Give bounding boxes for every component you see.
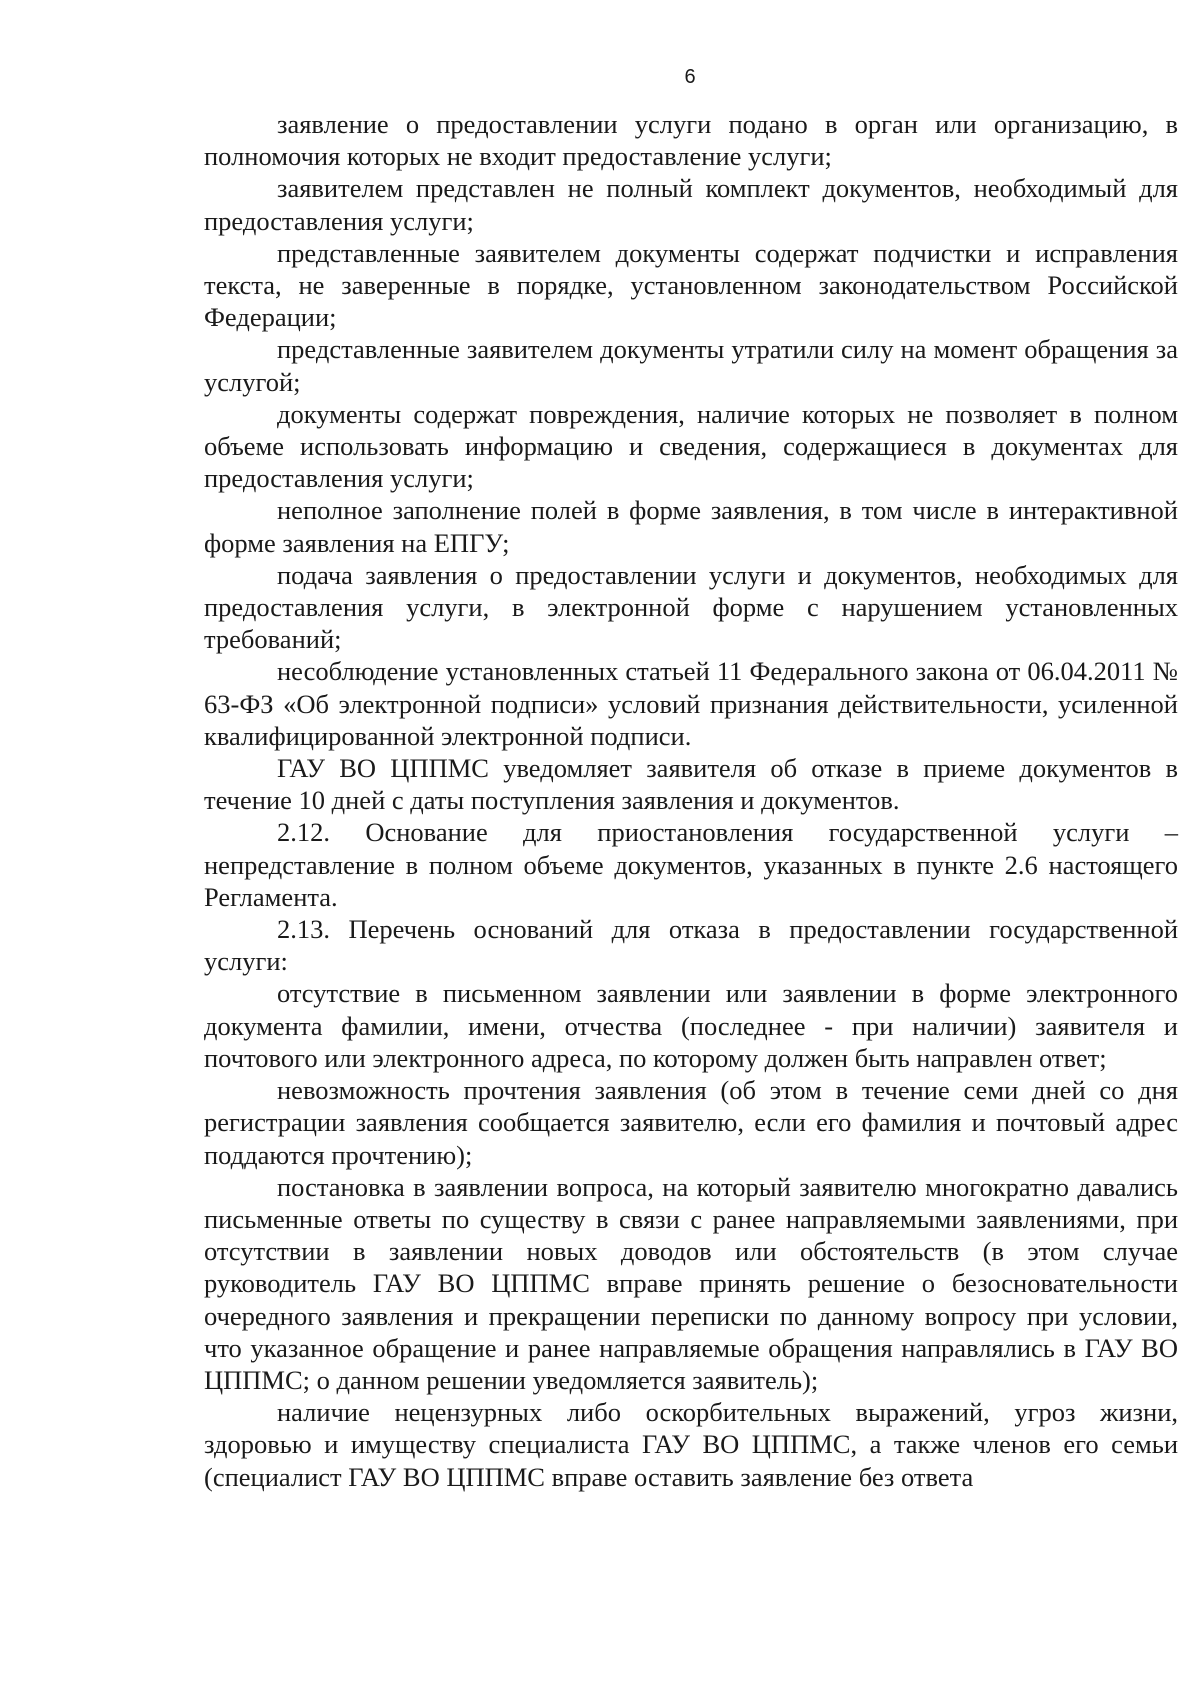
paragraph-section-2-12: 2.12. Основание для приостановления государственной услуги – непредставление в полном объеме документов, указанных в пункте 2.6 настоящего Регламента. <box>204 817 1178 912</box>
paragraph-electronic-submission-violation: подача заявления о предоставлении услуги и документов, необходимых для предоставления услуги, в электронной форме с нарушением установленных требований; <box>204 559 1178 655</box>
page-number: 6 <box>684 66 696 88</box>
paragraph-repeated-question: постановка в заявлении вопроса, на который заявителю многократно давались письменные ответы по существу в связи с ранее направляемыми заявлениями, при отсутствии в заявлении новых доводов или обстоятельств (в этом случае руководитель ГАУ ВО ЦППМС вправе принять решение о безосновательности очередного заявления и прекращении переписки по данному вопросу при условии, что указанное обращение и ранее направляемые обращения направлялись в ГАУ ВО ЦППМС; о данном решении уведомляется заявитель); <box>204 1171 1178 1395</box>
paragraph-application-wrong-organization: заявление о предоставлении услуги подано в орган или организацию, в полномочия которых не входит предоставление услуги; <box>204 109 1178 172</box>
paragraph-incomplete-form: неполное заполнение полей в форме заявления, в том числе в интерактивной форме заявления на ЕПГУ; <box>204 495 1178 558</box>
paragraph-expired-documents: представленные заявителем документы утратили силу на момент обращения за услугой; <box>204 334 1178 397</box>
document-body <box>204 108 1178 1493</box>
paragraph-section-2-13: 2.13. Перечень оснований для отказа в предоставлении государственной услуги: <box>204 914 1178 977</box>
paragraph-offensive-language: наличие нецензурных либо оскорбительных выражений, угроз жизни, здоровью и имуществу специалиста ГАУ ВО ЦППМС, а также членов его семьи (специалист ГАУ ВО ЦППМС вправе оставить заявление без ответа <box>204 1397 1178 1492</box>
paragraph-incomplete-documents: заявителем представлен не полный комплект документов, необходимый для предоставления услуги; <box>204 173 1178 236</box>
paragraph-missing-applicant-data: отсутствие в письменном заявлении или заявлении в форме электронного документа фамилии, имени, отчества (последнее - при наличии) заявителя и почтового или электронного адреса, по которому должен быть направлен ответ; <box>204 978 1178 1073</box>
paragraph-electronic-signature: несоблюдение установленных статьей 11 Федерального закона от 06.04.2011 № 63-ФЗ «Об электронной подписи» условий признания действительности, усиленной квалифицированной электронной подписи. <box>204 656 1178 751</box>
paragraph-refusal-notification: ГАУ ВО ЦППМС уведомляет заявителя об отказе в приеме документов в течение 10 дней с даты поступления заявления и документов. <box>204 753 1178 816</box>
paragraph-damaged-documents: документы содержат повреждения, наличие которых не позволяет в полном объеме использовать информацию и сведения, содержащиеся в документах для предоставления услуги; <box>204 398 1178 494</box>
paragraph-unreadable-application: невозможность прочтения заявления (об этом в течение семи дней со дня регистрации заявления сообщается заявителю, если его фамилия и почтовый адрес поддаются прочтению); <box>204 1075 1178 1170</box>
paragraph-documents-with-corrections: представленные заявителем документы содержат подчистки и исправления текста, не заверенные в порядке, установленном законодательством Российской Федерации; <box>204 237 1178 333</box>
